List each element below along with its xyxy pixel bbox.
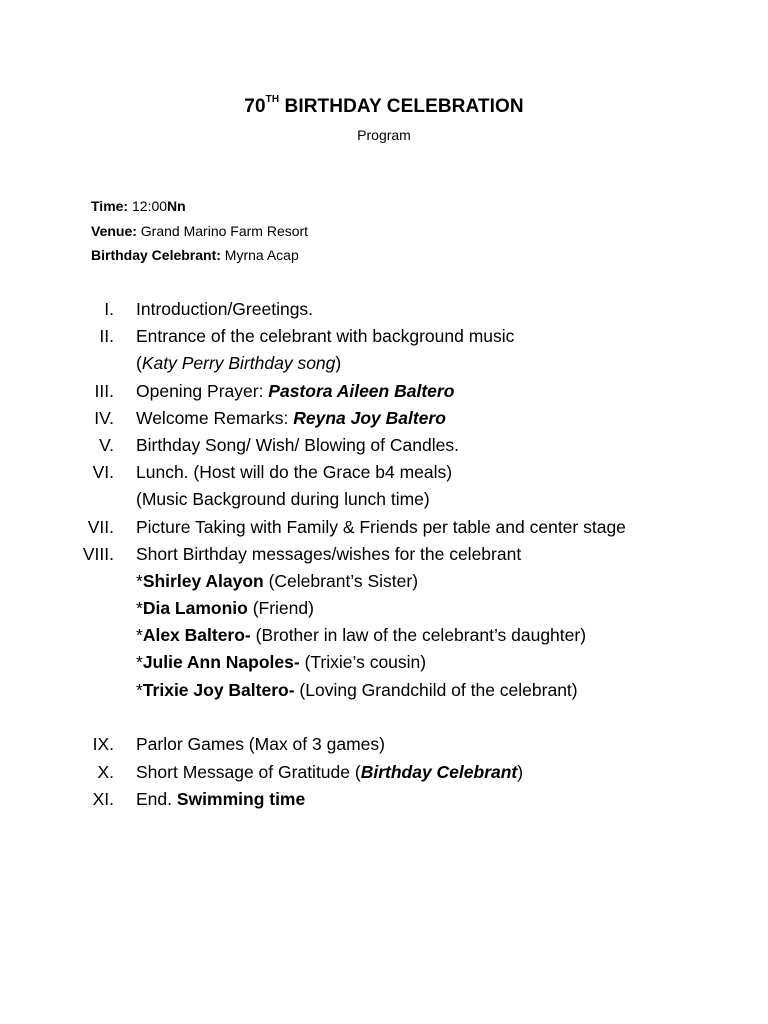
program-list	[0, 296, 768, 813]
item-label: Welcome Remarks:	[136, 407, 294, 428]
celebrant-label: Birthday Celebrant:	[91, 247, 221, 263]
bullet-star: *	[136, 598, 143, 619]
time-suffix: Nn	[167, 198, 186, 214]
person-relation: (Loving Grandchild of the celebrant)	[294, 679, 578, 700]
venue-line	[91, 223, 308, 239]
item-text	[136, 350, 341, 377]
program-item-iv	[0, 405, 768, 432]
program-item-xi	[0, 786, 768, 813]
program-item-vii	[0, 514, 768, 541]
item-text	[136, 759, 523, 786]
item-numeral: I.	[104, 299, 114, 319]
item-text: Birthday Song/ Wish/ Blowing of Candles.	[136, 434, 459, 455]
bullet-star: *	[136, 625, 143, 646]
bullet-star: *	[136, 652, 143, 673]
program-item-ii	[0, 323, 768, 350]
title-number: 70	[244, 96, 266, 117]
item-numeral: VII.	[87, 516, 114, 537]
item-numeral: VIII.	[82, 543, 114, 564]
item-text: Parlor Games (Max of 3 games)	[136, 734, 385, 755]
program-item-i	[0, 296, 768, 323]
item-text: Entrance of the celebrant with background music	[136, 326, 515, 347]
program-item-ix	[0, 731, 768, 758]
song-title: Katy Perry Birthday song	[141, 353, 336, 374]
page-subtitle: Program	[357, 127, 411, 143]
item-emphasis: Swimming time	[176, 788, 306, 809]
program-item-viii	[0, 541, 768, 568]
item-text: Introduction/Greetings.	[136, 299, 314, 319]
program-item-v	[0, 432, 768, 459]
person-name: Birthday Celebrant	[360, 761, 518, 782]
program-item-vi-continuation	[0, 486, 768, 513]
item-label: Short Message of Gratitude (	[136, 761, 361, 782]
item-text: Lunch. (Host will do the Grace b4 meals)	[136, 462, 453, 483]
title-ordinal-suffix: TH	[265, 94, 280, 105]
item-numeral: II.	[99, 326, 114, 347]
person-name: Shirley Alayon	[142, 570, 264, 591]
person-name: Julie Ann Napoles-	[142, 652, 300, 673]
venue-label: Venue:	[91, 223, 137, 239]
person-name: Reyna Joy Baltero	[293, 407, 446, 428]
program-item-x	[0, 759, 768, 786]
item-text: (Music Background during lunch time)	[136, 489, 430, 510]
paren-close: )	[335, 353, 342, 374]
paren-close: )	[517, 761, 524, 782]
message-item	[0, 622, 768, 649]
time-value: 12:00	[128, 198, 168, 214]
page-title	[0, 96, 768, 118]
person-relation: (Trixie’s cousin)	[299, 652, 427, 673]
item-numeral: XI.	[92, 788, 114, 809]
item-numeral: III.	[94, 380, 114, 401]
item-text	[136, 405, 446, 432]
program-item-iii	[0, 378, 768, 405]
person-relation: (Brother in law of the celebrant’s daughter)	[250, 625, 587, 646]
item-numeral: VI.	[92, 462, 114, 483]
item-numeral: IX.	[92, 734, 114, 755]
person-name: Dia Lamonio	[142, 598, 248, 619]
message-item	[0, 677, 768, 704]
person-relation: (Celebrant’s Sister)	[263, 570, 419, 591]
item-numeral: V.	[99, 434, 114, 455]
item-numeral: IV.	[94, 407, 114, 428]
spacer	[0, 704, 768, 732]
program-item-vi	[0, 459, 768, 486]
message-item	[0, 595, 768, 622]
message-item	[0, 649, 768, 676]
item-label: Opening Prayer:	[136, 380, 269, 401]
person-name: Alex Baltero-	[142, 625, 251, 646]
celebrant-line	[91, 247, 299, 263]
bullet-star: *	[136, 679, 143, 700]
person-name: Trixie Joy Baltero-	[142, 679, 295, 700]
bullet-star: *	[136, 570, 143, 591]
item-numeral: X.	[97, 761, 114, 782]
message-item	[0, 568, 768, 595]
person-name: Pastora Aileen Baltero	[268, 380, 455, 401]
paren-open: (	[136, 353, 142, 374]
time-label: Time:	[91, 198, 129, 214]
title-text: BIRTHDAY CELEBRATION	[279, 96, 524, 117]
item-text: Short Birthday messages/wishes for the celebrant	[136, 543, 522, 564]
celebrant-value: Myrna Acap	[220, 247, 299, 263]
item-text	[136, 378, 454, 405]
item-text	[136, 786, 305, 813]
person-relation: (Friend)	[247, 598, 314, 619]
program-item-ii-continuation	[0, 350, 768, 377]
item-text: Picture Taking with Family & Friends per table and center stage	[136, 516, 626, 537]
item-label: End.	[136, 788, 177, 809]
time-line	[91, 198, 186, 214]
venue-value: Grand Marino Farm Resort	[136, 223, 309, 239]
